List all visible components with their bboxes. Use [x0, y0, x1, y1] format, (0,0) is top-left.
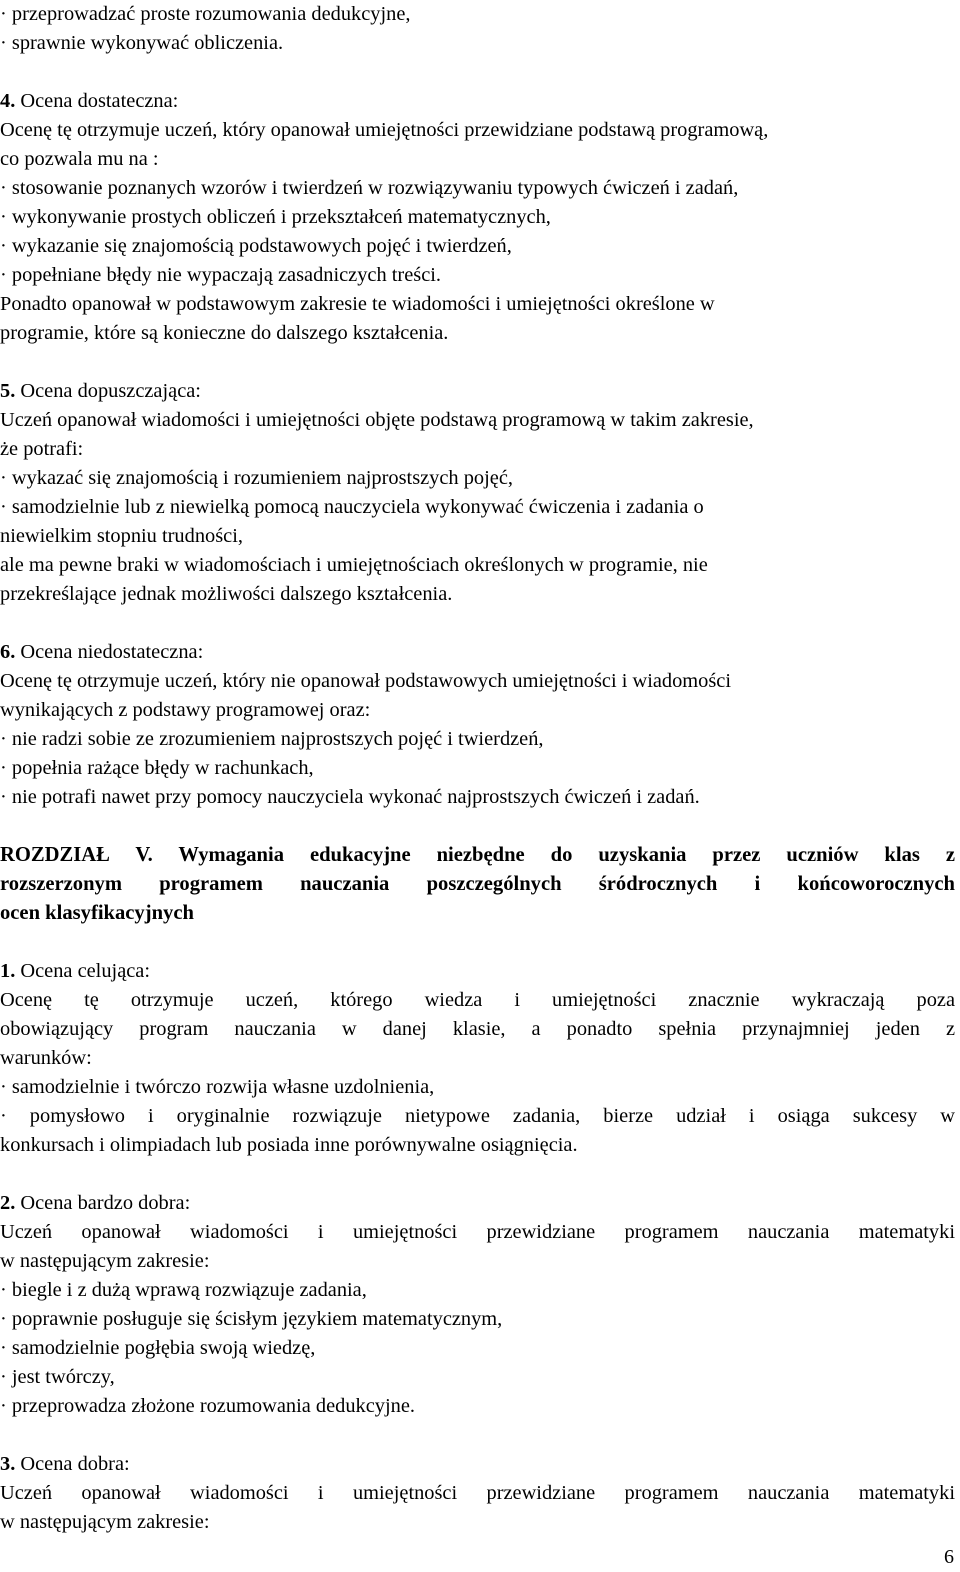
list-item: · nie radzi sobie ze zrozumieniem najprostszych pojęć i twierdzeń,: [0, 728, 544, 750]
paragraph-line: wynikających z podstawy programowej oraz:: [0, 699, 371, 721]
section-heading-6: [0, 638, 955, 667]
section-number: 4.: [0, 90, 16, 112]
chapter-heading-line: rozszerzonym programem nauczania poszczególnych śródrocznych i końcoworocznych: [0, 873, 955, 895]
section-title: Ocena bardzo dobra:: [15, 1192, 191, 1214]
section-number: 2.: [0, 1192, 16, 1214]
section-heading-2: [0, 1189, 955, 1218]
paragraph-line: w następującym zakresie:: [0, 1250, 210, 1272]
list-item-continuation: niewielkim stopniu trudności,: [0, 525, 243, 547]
paragraph-line: co pozwala mu na :: [0, 148, 159, 170]
paragraph-line: Ocenę tę otrzymuje uczeń, który opanował umiejętności przewidziane podstawą programową,: [0, 119, 769, 141]
section-title: Ocena niedostateczna:: [15, 641, 204, 663]
list-item: · poprawnie posługuje się ścisłym językiem matematycznym,: [0, 1308, 503, 1330]
section-title: Ocena dopuszczająca:: [15, 380, 201, 402]
paragraph-line: Ocenę tę otrzymuje uczeń, którego wiedza i umiejętności znacznie wykraczają poza: [0, 989, 955, 1011]
paragraph-line: warunków:: [0, 1047, 92, 1069]
list-item: · samodzielnie pogłębia swoją wiedzę,: [0, 1337, 316, 1359]
section-heading-5: [0, 377, 955, 406]
paragraph-line: Ponadto opanował w podstawowym zakresie te wiadomości i umiejętności określone w: [0, 293, 715, 315]
list-item: · sprawnie wykonywać obliczenia.: [0, 32, 284, 54]
section-number: 3.: [0, 1453, 16, 1475]
list-item: · popełnia rażące błędy w rachunkach,: [0, 757, 314, 779]
list-item: · wykazać się znajomością i rozumieniem najprostszych pojęć,: [0, 467, 513, 489]
chapter-heading-line: ocen klasyfikacyjnych: [0, 902, 194, 924]
list-item: · wykonywanie prostych obliczeń i przekształceń matematycznych,: [0, 206, 551, 228]
list-item: · nie potrafi nawet przy pomocy nauczyciela wykonać najprostszych ćwiczeń i zadań.: [0, 786, 700, 808]
paragraph-line: w następującym zakresie:: [0, 1511, 210, 1533]
section-title: Ocena dobra:: [15, 1453, 130, 1475]
list-item: · biegle i z dużą wprawą rozwiązuje zadania,: [0, 1279, 367, 1301]
paragraph-line: ale ma pewne braki w wiadomościach i umiejętnościach określonych w programie, nie: [0, 554, 708, 576]
list-item: · jest twórczy,: [0, 1366, 115, 1388]
page-number: 6: [944, 1546, 954, 1568]
paragraph-line: Ocenę tę otrzymuje uczeń, który nie opanował podstawowych umiejętności i wiadomości: [0, 670, 732, 692]
list-item: · przeprowadza złożone rozumowania dedukcyjne.: [0, 1395, 415, 1417]
paragraph-line: obowiązujący program nauczania w danej klasie, a ponadto spełnia przynajmniej jeden z: [0, 1018, 955, 1040]
list-item: · stosowanie poznanych wzorów i twierdzeń w rozwiązywaniu typowych ćwiczeń i zadań,: [0, 177, 739, 199]
section-heading-4: [0, 87, 955, 116]
section-heading-1: [0, 957, 955, 986]
section-number: 1.: [0, 960, 16, 982]
paragraph-line: Uczeń opanował wiadomości i umiejętności przewidziane programem nauczania matematyki: [0, 1221, 955, 1243]
list-item: · samodzielnie lub z niewielką pomocą nauczyciela wykonywać ćwiczenia i zadania o: [0, 496, 704, 518]
list-item-continuation: konkursach i olimpiadach lub posiada inne porównywalne osiągnięcia.: [0, 1134, 578, 1156]
chapter-heading-line: ROZDZIAŁ V. Wymagania edukacyjne niezbędne do uzyskania przez uczniów klas z: [0, 844, 955, 866]
list-item: · pomysłowo i oryginalnie rozwiązuje nietypowe zadania, bierze udział i osiąga sukcesy w: [0, 1105, 955, 1127]
section-number: 5.: [0, 380, 16, 402]
paragraph-line: programie, które są konieczne do dalszego kształcenia.: [0, 322, 449, 344]
list-item: · samodzielnie i twórczo rozwija własne uzdolnienia,: [0, 1076, 435, 1098]
paragraph-line: Uczeń opanował wiadomości i umiejętności przewidziane programem nauczania matematyki: [0, 1482, 955, 1504]
paragraph-line: przekreślające jednak możliwości dalszego kształcenia.: [0, 583, 453, 605]
section-number: 6.: [0, 641, 16, 663]
paragraph-line: Uczeń opanował wiadomości i umiejętności objęte podstawą programową w takim zakresie,: [0, 409, 754, 431]
section-title: Ocena celująca:: [15, 960, 151, 982]
paragraph-line: że potrafi:: [0, 438, 84, 460]
section-title: Ocena dostateczna:: [15, 90, 179, 112]
list-item: · wykazanie się znajomością podstawowych pojęć i twierdzeń,: [0, 235, 512, 257]
section-heading-3: [0, 1450, 955, 1479]
chapter-heading: [0, 841, 955, 928]
list-item: · przeprowadzać proste rozumowania dedukcyjne,: [0, 3, 411, 25]
list-item: · popełniane błędy nie wypaczają zasadniczych treści.: [0, 264, 442, 286]
